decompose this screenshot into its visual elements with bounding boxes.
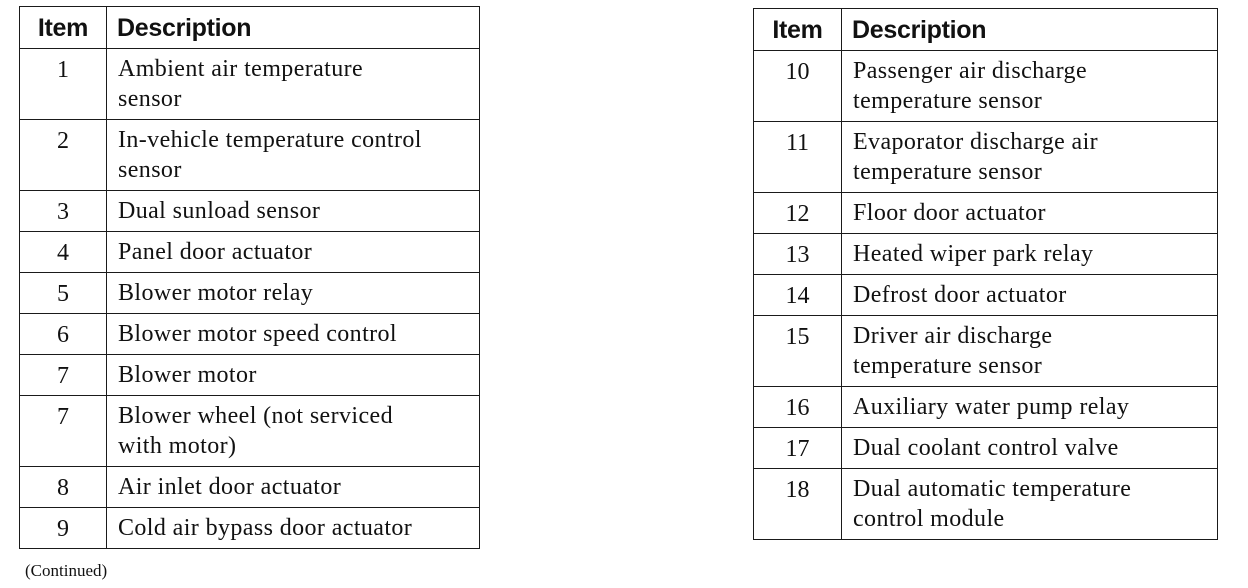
item-description: Dual sunload sensor xyxy=(107,191,480,232)
table-row xyxy=(754,122,1218,193)
item-description: Floor door actuator xyxy=(842,193,1218,234)
table-row xyxy=(20,355,480,396)
table-row xyxy=(754,428,1218,469)
item-description: Driver air discharge temperature sensor xyxy=(842,316,1218,387)
left-table-body xyxy=(20,49,480,549)
table-row xyxy=(20,232,480,273)
table-header-row xyxy=(20,7,480,49)
item-number: 17 xyxy=(754,428,842,469)
left-legend-table xyxy=(19,6,480,549)
item-description: Auxiliary water pump relay xyxy=(842,387,1218,428)
item-description: Ambient air temperature sensor xyxy=(107,49,480,120)
item-number: 5 xyxy=(20,273,107,314)
item-number: 6 xyxy=(20,314,107,355)
item-description: In-vehicle temperature control sensor xyxy=(107,120,480,191)
item-description: Blower motor speed control xyxy=(107,314,480,355)
table-row xyxy=(754,387,1218,428)
item-description: Blower motor relay xyxy=(107,273,480,314)
table-row xyxy=(20,396,480,467)
table-row xyxy=(754,275,1218,316)
table-row xyxy=(754,316,1218,387)
item-number: 8 xyxy=(20,467,107,508)
description-column-header: Description xyxy=(107,7,480,49)
description-column-header: Description xyxy=(842,9,1218,51)
item-number: 9 xyxy=(20,508,107,549)
item-description: Air inlet door actuator xyxy=(107,467,480,508)
continued-note: (Continued) xyxy=(25,561,108,580)
table-row xyxy=(20,120,480,191)
table-row xyxy=(20,314,480,355)
item-number: 7 xyxy=(20,355,107,396)
item-number: 16 xyxy=(754,387,842,428)
item-description: Blower motor xyxy=(107,355,480,396)
item-number: 15 xyxy=(754,316,842,387)
item-number: 10 xyxy=(754,51,842,122)
item-number: 12 xyxy=(754,193,842,234)
item-description: Dual coolant control valve xyxy=(842,428,1218,469)
item-column-header: Item xyxy=(754,9,842,51)
item-number: 2 xyxy=(20,120,107,191)
item-column-header: Item xyxy=(20,7,107,49)
item-number: 13 xyxy=(754,234,842,275)
table-row xyxy=(20,508,480,549)
table-row xyxy=(754,51,1218,122)
item-description: Heated wiper park relay xyxy=(842,234,1218,275)
table-row xyxy=(20,467,480,508)
item-description: Evaporator discharge air temperature sensor xyxy=(842,122,1218,193)
table-row xyxy=(20,273,480,314)
item-description: Panel door actuator xyxy=(107,232,480,273)
item-description: Blower wheel (not serviced with motor) xyxy=(107,396,480,467)
item-number: 3 xyxy=(20,191,107,232)
table-row xyxy=(754,193,1218,234)
table-row xyxy=(20,49,480,120)
item-number: 14 xyxy=(754,275,842,316)
item-number: 1 xyxy=(20,49,107,120)
right-table-body xyxy=(754,51,1218,540)
item-number: 7 xyxy=(20,396,107,467)
item-number: 11 xyxy=(754,122,842,193)
item-description: Passenger air discharge temperature sensor xyxy=(842,51,1218,122)
item-number: 4 xyxy=(20,232,107,273)
item-description: Defrost door actuator xyxy=(842,275,1218,316)
right-legend-table xyxy=(753,8,1218,540)
item-description: Dual automatic temperature control module xyxy=(842,469,1218,540)
item-description: Cold air bypass door actuator xyxy=(107,508,480,549)
table-row xyxy=(754,469,1218,540)
table-row xyxy=(20,191,480,232)
item-number: 18 xyxy=(754,469,842,540)
table-row xyxy=(754,234,1218,275)
table-header-row xyxy=(754,9,1218,51)
